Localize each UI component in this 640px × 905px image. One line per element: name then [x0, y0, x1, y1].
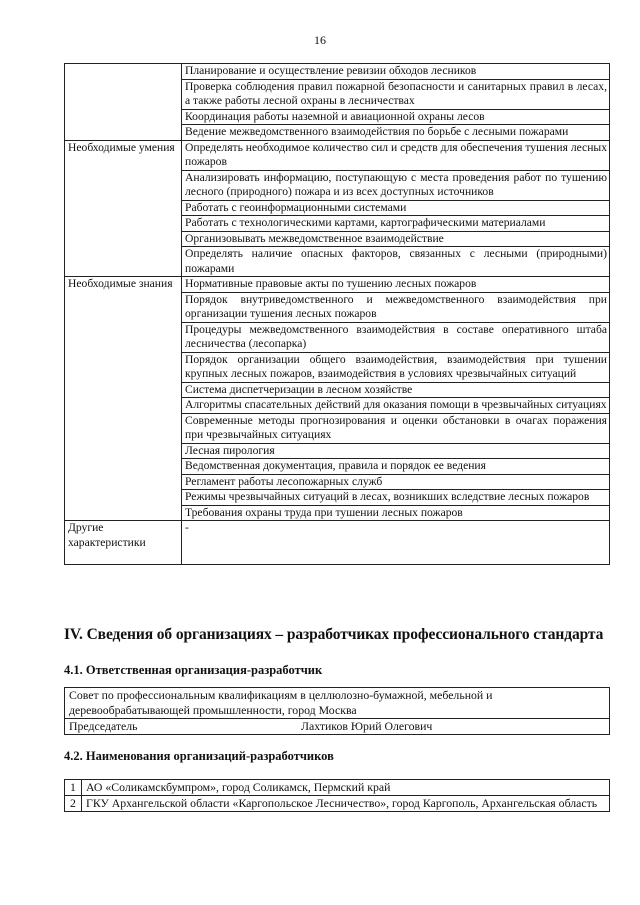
knowledge-item: Лесная пирология: [182, 443, 610, 459]
subsection-4-1-title: 4.1. Ответственная организация-разработчик: [64, 663, 323, 677]
chair-row: [65, 719, 610, 735]
skill-item: Работать с геоинформационными системами: [182, 200, 610, 216]
subsection-4-2-title: 4.2. Наименования организаций-разработчиков: [64, 749, 334, 763]
skill-item: Организовывать межведомственное взаимодействие: [182, 231, 610, 247]
skill-item: Анализировать информацию, поступающую с места проведения работ по тушению лесного (природного) пожара и из всех доступных источников: [182, 170, 610, 200]
page-number: 16: [314, 33, 326, 47]
row-label-skills: Необходимые умения: [65, 140, 182, 277]
section-iv-title: IV. Сведения об организациях – разработчиках профессионального стандарта: [64, 626, 604, 643]
knowledge-item: Требования охраны труда при тушении лесных пожаров: [182, 505, 610, 521]
table-row: [65, 277, 610, 293]
organization-name: АО «Соликамскбумпром», город Соликамск, Пермский край: [82, 780, 610, 796]
knowledge-item: Порядок внутриведомственного и межведомственного взаимодействия при организации тушения лесных пожаров: [182, 292, 610, 322]
skill-item: Определять необходимое количество сил и средств для обеспечения тушения лесных пожаров: [182, 140, 610, 170]
knowledge-item: Порядок организации общего взаимодействия, взаимодействия при тушении крупных лесных пожаров, взаимодействия в условиях чрезвычайных ситуаций: [182, 352, 610, 382]
knowledge-item: Нормативные правовые акты по тушению лесных пожаров: [182, 277, 610, 293]
skill-item: Определять наличие опасных факторов, связанных с лесными (природными) пожарами: [182, 247, 610, 277]
other-characteristics-value: -: [182, 521, 610, 565]
row-label-continuation: [65, 64, 182, 141]
chair-name: Лахтиков Юрий Олегович: [301, 719, 433, 733]
knowledge-item: Алгоритмы спасательных действий для оказания помощи в чрезвычайных ситуациях: [182, 398, 610, 414]
knowledge-item: Регламент работы лесопожарных служб: [182, 474, 610, 490]
row-label-knowledge: Необходимые знания: [65, 277, 182, 521]
table-row: [65, 719, 610, 735]
labor-action-item: Ведение межведомственного взаимодействия по борьбе с лесными пожарами: [182, 125, 610, 141]
labor-action-item: Планирование и осуществление ревизии обходов лесников: [182, 64, 610, 80]
competency-table: [64, 63, 610, 565]
table-row: [65, 140, 610, 170]
responsible-organization-name: Совет по профессиональным квалификациям в целлюлозно-бумажной, мебельной и деревообрабатывающей промышленности, город Москва: [65, 688, 610, 719]
chair-title: Председатель: [69, 719, 138, 733]
table-row: [65, 796, 610, 812]
skill-item: Работать с технологическими картами, картографическими материалами: [182, 216, 610, 232]
labor-action-item: Координация работы наземной и авиационной охраны лесов: [182, 109, 610, 125]
organization-number: 2: [65, 796, 82, 812]
knowledge-item: Система диспетчеризации в лесном хозяйстве: [182, 382, 610, 398]
developer-organizations-table: [64, 779, 610, 812]
labor-action-item: Проверка соблюдения правил пожарной безопасности и санитарных правил в лесах, а также работы лесной охраны в лесничествах: [182, 79, 610, 109]
knowledge-item: Режимы чрезвычайных ситуаций в лесах, возникших вследствие лесных пожаров: [182, 490, 610, 506]
table-row: [65, 64, 610, 80]
table-row: [65, 780, 610, 796]
knowledge-item: Современные методы прогнозирования и оценки обстановки в очагах поражения при чрезвычайных ситуациях: [182, 413, 610, 443]
organization-name: ГКУ Архангельской области «Каргопольское Лесничество», город Каргополь, Архангельская область: [82, 796, 610, 812]
table-row: [65, 521, 610, 565]
responsible-organization-table: [64, 687, 610, 735]
knowledge-item: Процедуры межведомственного взаимодействия в составе оперативного штаба лесничества (лесопарка): [182, 322, 610, 352]
table-row: [65, 688, 610, 719]
knowledge-item: Ведомственная документация, правила и порядок ее ведения: [182, 459, 610, 475]
organization-number: 1: [65, 780, 82, 796]
row-label-other: Другие характеристики: [65, 521, 182, 565]
